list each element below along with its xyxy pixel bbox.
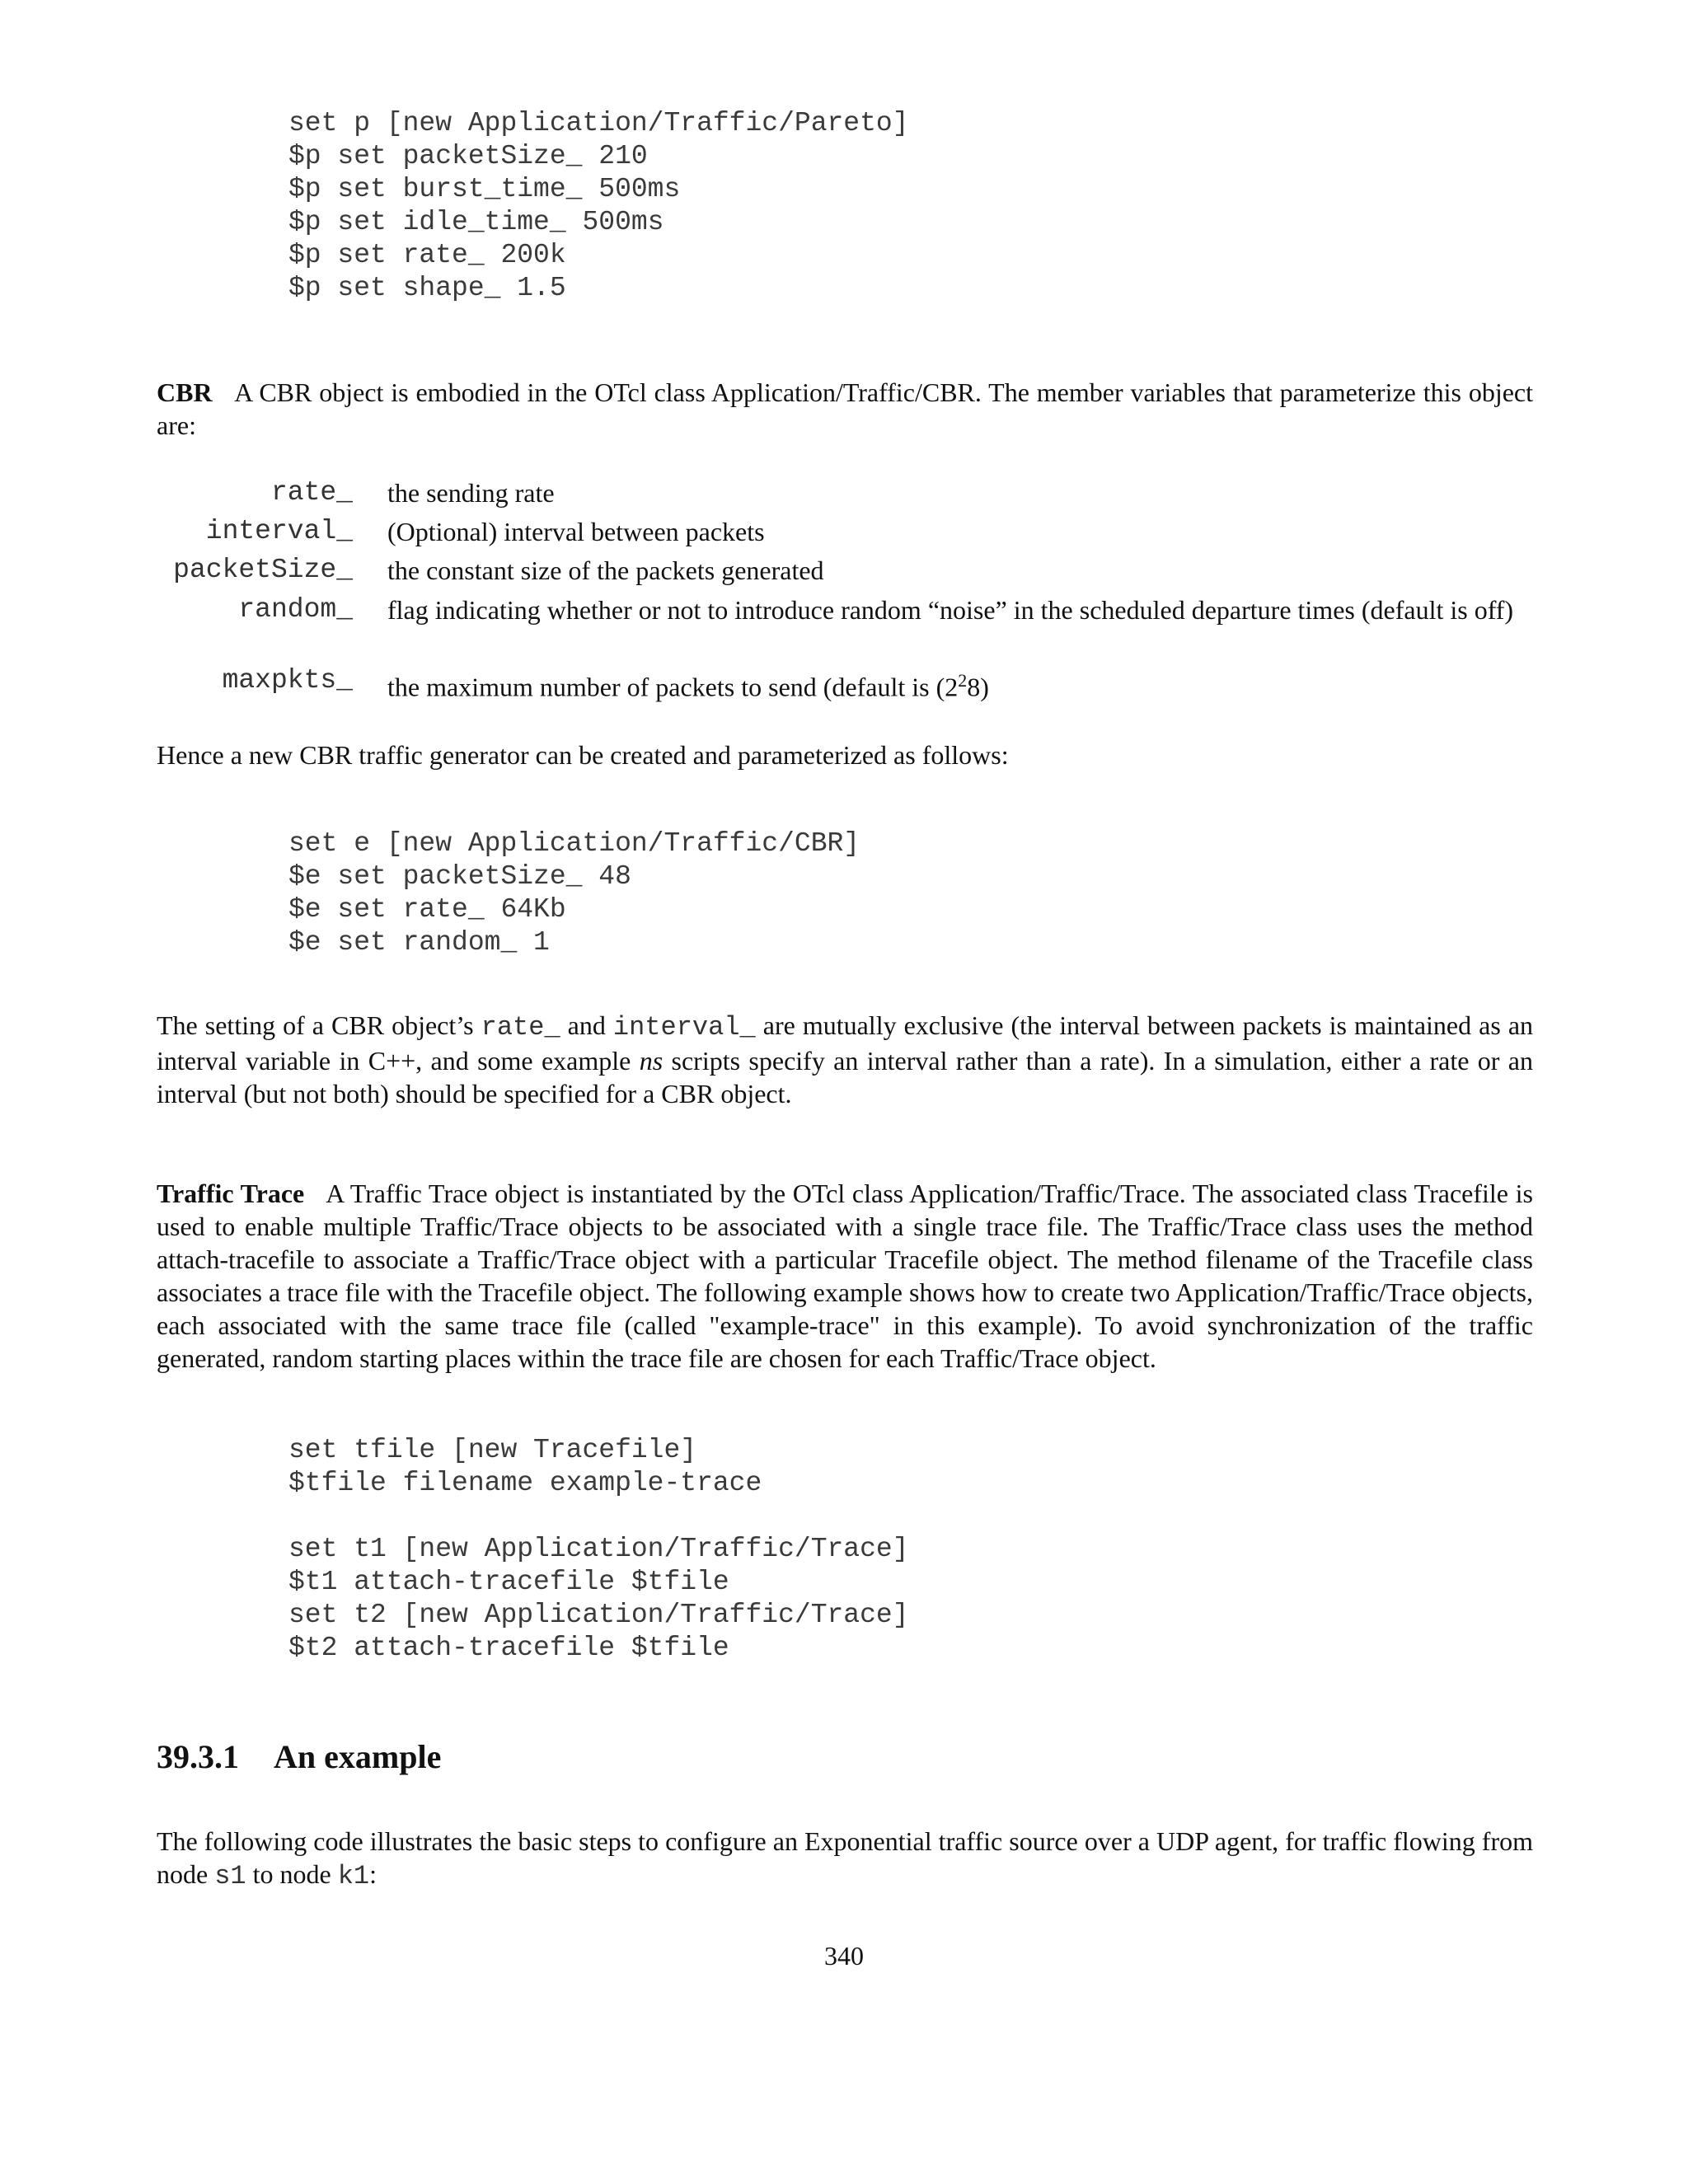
variable-description: the sending rate xyxy=(387,478,555,508)
code-block-cbr: set e [new Application/Traffic/CBR] $e set packetSize_ 48 $e set rate_ 64Kb $e set random_ 1 xyxy=(288,828,860,958)
section-number: 39.3.1 xyxy=(157,1738,239,1775)
variable-row-maxpkts xyxy=(0,664,1688,702)
text: The setting of a CBR object’s xyxy=(157,1010,481,1040)
setting-paragraph xyxy=(157,1009,1533,1110)
traffic-trace-label: Traffic Trace xyxy=(157,1179,305,1208)
desc-text: the maximum number of packets to send (default is (2 xyxy=(387,672,959,702)
inline-code: rate_ xyxy=(481,1012,560,1043)
example-paragraph xyxy=(157,1825,1533,1893)
cbr-paragraph xyxy=(157,376,1533,442)
variable-description: (Optional) interval between packets xyxy=(387,517,765,546)
inline-code: k1 xyxy=(337,1861,370,1891)
variable-name: interval_ xyxy=(205,516,353,546)
inline-code: s1 xyxy=(214,1861,246,1891)
italic-ns: ns xyxy=(639,1046,663,1076)
text: : xyxy=(369,1859,377,1889)
variable-row-random xyxy=(0,593,1688,659)
desc-text: 8) xyxy=(967,672,989,702)
text: and xyxy=(560,1010,613,1040)
variable-name: packetSize_ xyxy=(173,555,353,585)
traffic-trace-paragraph xyxy=(157,1177,1533,1375)
variable-name: random_ xyxy=(238,594,353,625)
variable-row-packetsize xyxy=(0,554,1688,587)
text: The following code illustrates the basic steps to configure an Exponential traffic source over a UDP agent, for traffic flowing from node xyxy=(157,1826,1533,1889)
hence-paragraph: Hence a new CBR traffic generator can be created and parameterized as follows: xyxy=(157,740,1009,770)
variable-name: rate_ xyxy=(270,477,353,508)
variable-description: the constant size of the packets generated xyxy=(387,555,824,585)
section-heading xyxy=(157,1737,441,1776)
superscript: 2 xyxy=(958,670,968,691)
inline-code: interval_ xyxy=(612,1012,756,1043)
page-number: 340 xyxy=(824,1941,864,1971)
text: to node xyxy=(246,1859,338,1889)
code-block-trace: set tfile [new Tracefile] $tfile filename example-trace set t1 [new Application/Traffic/Trace] $t1 attach-tracefile $tfile set t2 [new Application/Traffic/Trace] $t2 attach-tracefile $tfile xyxy=(288,1435,909,1663)
code-block-pareto: set p [new Application/Traffic/Pareto] $p set packetSize_ 210 $p set burst_time_ 500ms $p set idle_time_ 500ms $p set rate_ 200k $p set shape_ 1.5 xyxy=(288,108,909,303)
text: are mutually exclusive (the interval between packets is maintained as an interval variable in C++, and some example xyxy=(157,1010,1534,1076)
variable-description: flag indicating whether or not to introduce random “noise” in the scheduled departure times (default is off) xyxy=(387,595,1514,625)
section-title: An example xyxy=(274,1738,442,1775)
cbr-intro-text: A CBR object is embodied in the OTcl class Application/Traffic/CBR. The member variables that parameterize this object are: xyxy=(157,377,1534,440)
variable-row-rate xyxy=(0,476,1688,509)
traffic-trace-text: A Traffic Trace object is instantiated by the OTcl class Application/Traffic/Trace. The associated class Tracefile is used to enable multiple Traffic/Trace objects to be associated with a single trace file. The Traffic/Trace class uses the method attach-tracefile to associate a Traffic/Trace object with a particular Tracefile object. The method filename of the Tracefile class associates a trace file with the Tracefile object. The following example shows how to create two Application/Traffic/Trace objects, each associated with the same trace file (called "example-trace" in this example). To avoid synchronization of the traffic generated, random starting places within the trace file are chosen for each Traffic/Trace object. xyxy=(157,1179,1534,1373)
text: scripts specify an interval rather than a rate). In a simulation, either a rate or an interval (but not both) should be specified for a CBR object. xyxy=(157,1046,1534,1108)
variable-row-interval xyxy=(0,515,1688,548)
variable-name: maxpkts_ xyxy=(222,665,353,696)
cbr-label: CBR xyxy=(157,377,213,407)
variable-description xyxy=(387,664,1517,704)
